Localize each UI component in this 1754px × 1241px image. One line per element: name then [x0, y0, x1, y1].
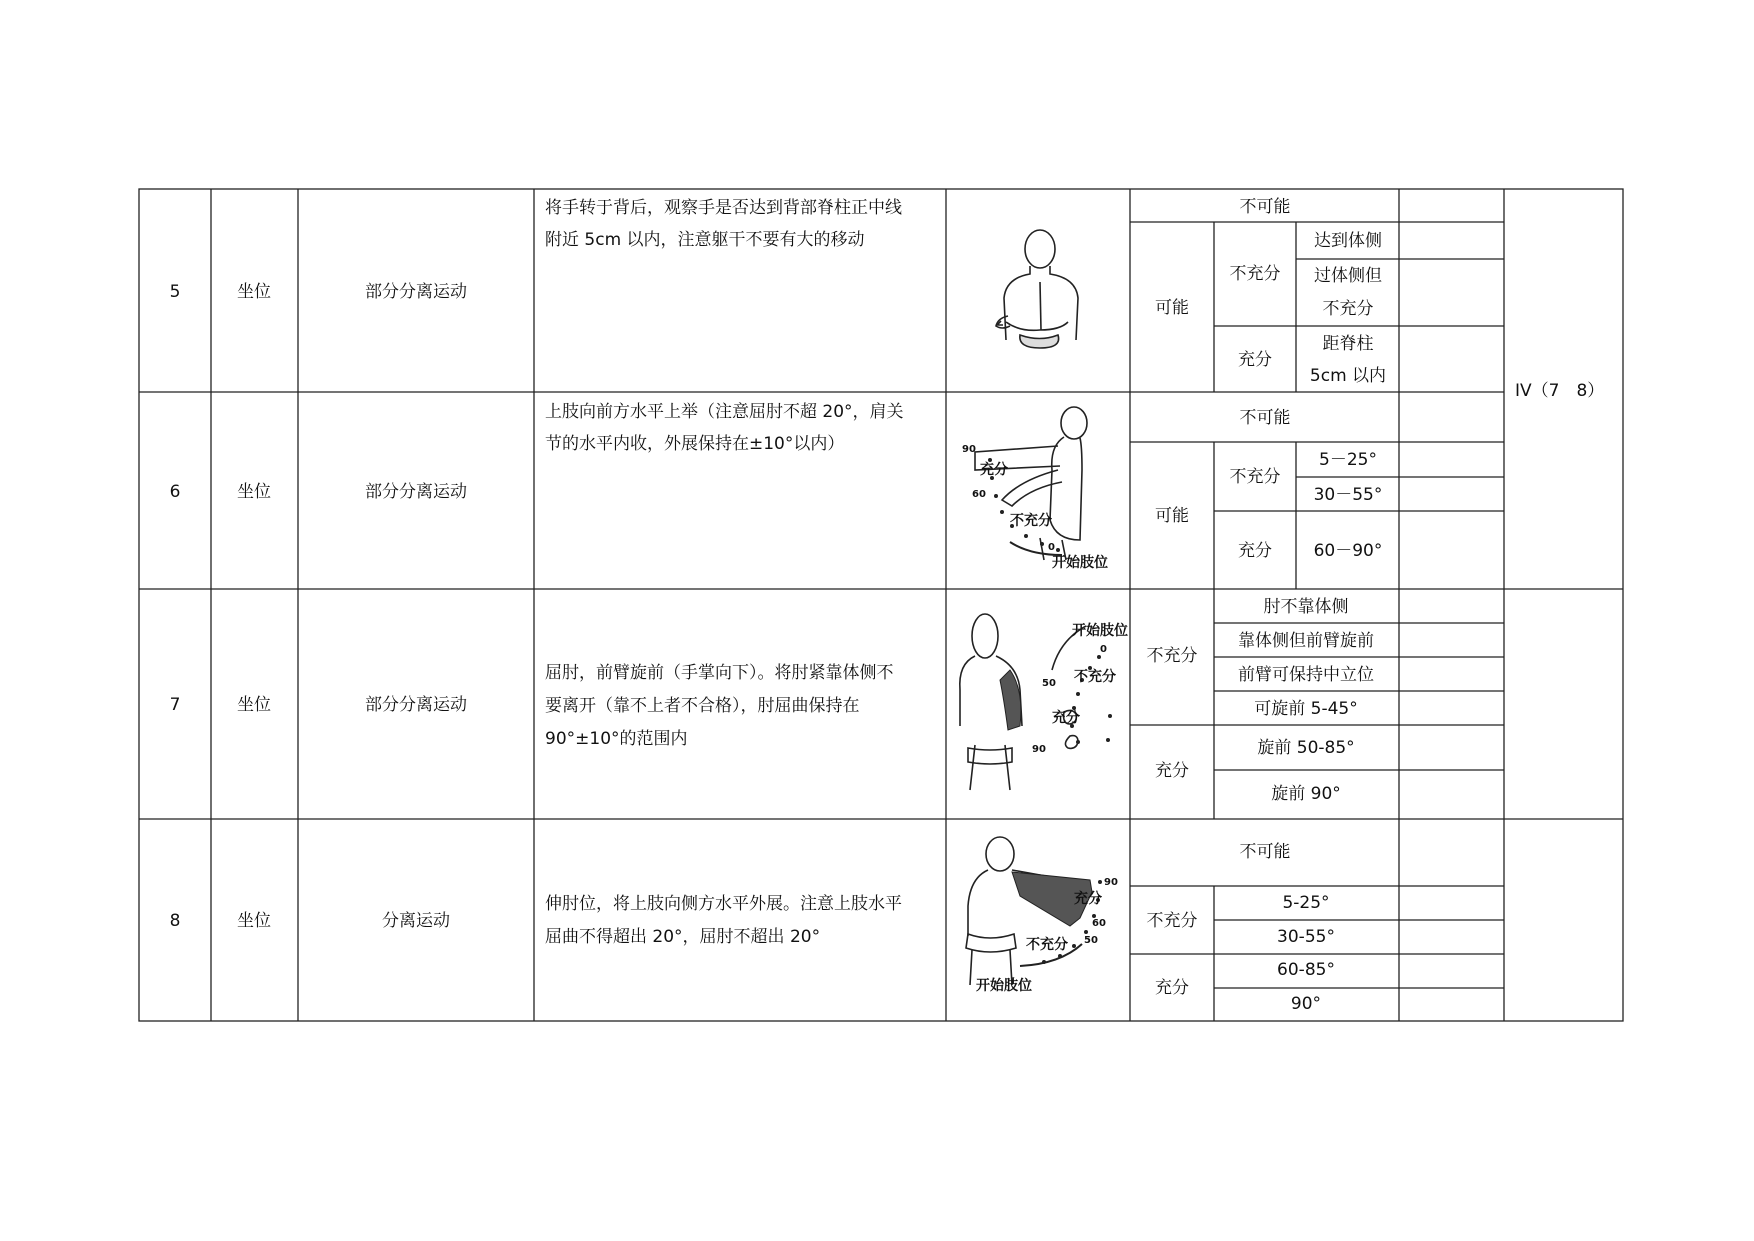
instruction-line: 将手转于背后，观察手是否达到背部脊柱正中线 [545, 198, 902, 218]
fig-label-insufficient: 不充分 [1010, 513, 1052, 529]
criteria-cell: 90° [1290, 994, 1322, 1014]
fig-tick-90: 90 [1032, 744, 1046, 755]
fig-tick-50: 50 [1042, 678, 1056, 689]
fig-label-insufficient: 不充分 [1074, 669, 1116, 685]
arm-side-abduction-illustration [966, 837, 1118, 994]
criteria-cell: 5cm 以内 [1309, 366, 1387, 386]
row-position: 坐位 [237, 695, 271, 715]
row-number: 5 [169, 282, 181, 302]
criteria-cell: 30－55° [1313, 485, 1383, 505]
instruction-line: 伸肘位，将上肢向侧方水平外展。注意上肢水平 [545, 894, 902, 914]
criteria-cell: 5－25° [1319, 450, 1377, 470]
criteria-cell: 旋前 90° [1271, 784, 1341, 804]
criteria-cell: 达到体侧 [1314, 231, 1382, 251]
table-row [170, 401, 1383, 571]
row-position: 坐位 [237, 282, 271, 302]
fig-label-sufficient: 充分 [1052, 710, 1080, 726]
row-position: 坐位 [237, 482, 271, 502]
criteria-cell: 距脊柱 [1322, 334, 1374, 354]
forearm-pronation-illustration [960, 614, 1128, 790]
criteria-cell: 肘不靠体侧 [1263, 597, 1349, 617]
fig-label-sufficient: 充分 [980, 462, 1008, 478]
row-category: 部分分离运动 [365, 695, 467, 715]
row-number: 7 [169, 695, 181, 715]
criteria-cell: 5-25° [1282, 893, 1330, 913]
fig-label-start: 开始肢位 [1052, 555, 1108, 571]
row-position: 坐位 [237, 911, 271, 931]
eval-insufficient: 不充分 [1229, 467, 1281, 487]
arm-forward-raise-illustration [962, 407, 1108, 571]
eval-sufficient: 充分 [1155, 761, 1189, 781]
eval-sufficient: 充分 [1238, 541, 1272, 561]
criteria-cell: 不充分 [1322, 299, 1374, 319]
instruction-line: 屈曲不得超出 20°，屈肘不超出 20° [545, 927, 821, 947]
instruction-line: 90°±10°的范围内 [545, 729, 688, 749]
table-row [170, 837, 1335, 1014]
grade-label: IV（7 8） [1515, 381, 1605, 401]
eval-sufficient: 充分 [1238, 350, 1272, 370]
fig-tick-60: 60 [972, 489, 986, 500]
fig-label-insufficient: 不充分 [1026, 937, 1068, 953]
eval-insufficient: 不充分 [1229, 264, 1281, 284]
fig-label-sufficient: 充分 [1074, 891, 1102, 907]
instruction-line: 要离开（靠不上者不合格），肘屈曲保持在 [545, 696, 860, 716]
table-row [170, 597, 1374, 804]
eval-possible: 可能 [1155, 506, 1189, 526]
eval-insufficient: 不充分 [1146, 911, 1198, 931]
criteria-cell: 60-85° [1277, 960, 1335, 980]
eval-insufficient: 不充分 [1146, 646, 1198, 666]
row-category: 部分分离运动 [365, 282, 467, 302]
instruction-line: 附近 5cm 以内，注意躯干不要有大的移动 [545, 230, 865, 250]
row-category: 部分分离运动 [365, 482, 467, 502]
hand-behind-back-illustration [996, 230, 1078, 348]
fig-tick-0: 0 [1100, 644, 1107, 655]
criteria-cell: 旋前 50-85° [1257, 738, 1355, 758]
criteria-cell: 可旋前 5-45° [1254, 699, 1358, 719]
eval-impossible: 不可能 [1239, 842, 1291, 862]
criteria-cell: 靠体侧但前臂旋前 [1238, 631, 1374, 651]
row-number: 6 [169, 482, 181, 502]
criteria-cell: 30-55° [1277, 927, 1335, 947]
table-row [170, 197, 1386, 386]
criteria-cell: 60－90° [1313, 541, 1383, 561]
fig-label-start: 开始肢位 [1072, 623, 1128, 639]
row-category: 分离运动 [382, 911, 450, 931]
eval-possible: 可能 [1155, 298, 1189, 318]
fig-label-start: 开始肢位 [976, 978, 1032, 994]
eval-impossible: 不可能 [1239, 197, 1291, 217]
fig-tick-0: 0 [1048, 542, 1055, 553]
fig-tick-50: 50 [1084, 935, 1098, 946]
criteria-cell: 过体侧但 [1314, 266, 1382, 286]
instruction-line: 节的水平内收，外展保持在±10°以内） [545, 434, 845, 454]
criteria-cell: 前臂可保持中立位 [1238, 665, 1374, 685]
fig-tick-90: 90 [1104, 877, 1118, 888]
instruction-line: 屈肘，前臂旋前（手掌向下）。将肘紧靠体侧不 [545, 663, 894, 683]
eval-sufficient: 充分 [1155, 978, 1189, 998]
fig-tick-90: 90 [962, 444, 976, 455]
row-number: 8 [169, 911, 181, 931]
fig-tick-60: 60 [1092, 918, 1106, 929]
eval-impossible: 不可能 [1239, 408, 1291, 428]
instruction-line: 上肢向前方水平上举（注意屈肘不超 20°，肩关 [545, 402, 904, 422]
